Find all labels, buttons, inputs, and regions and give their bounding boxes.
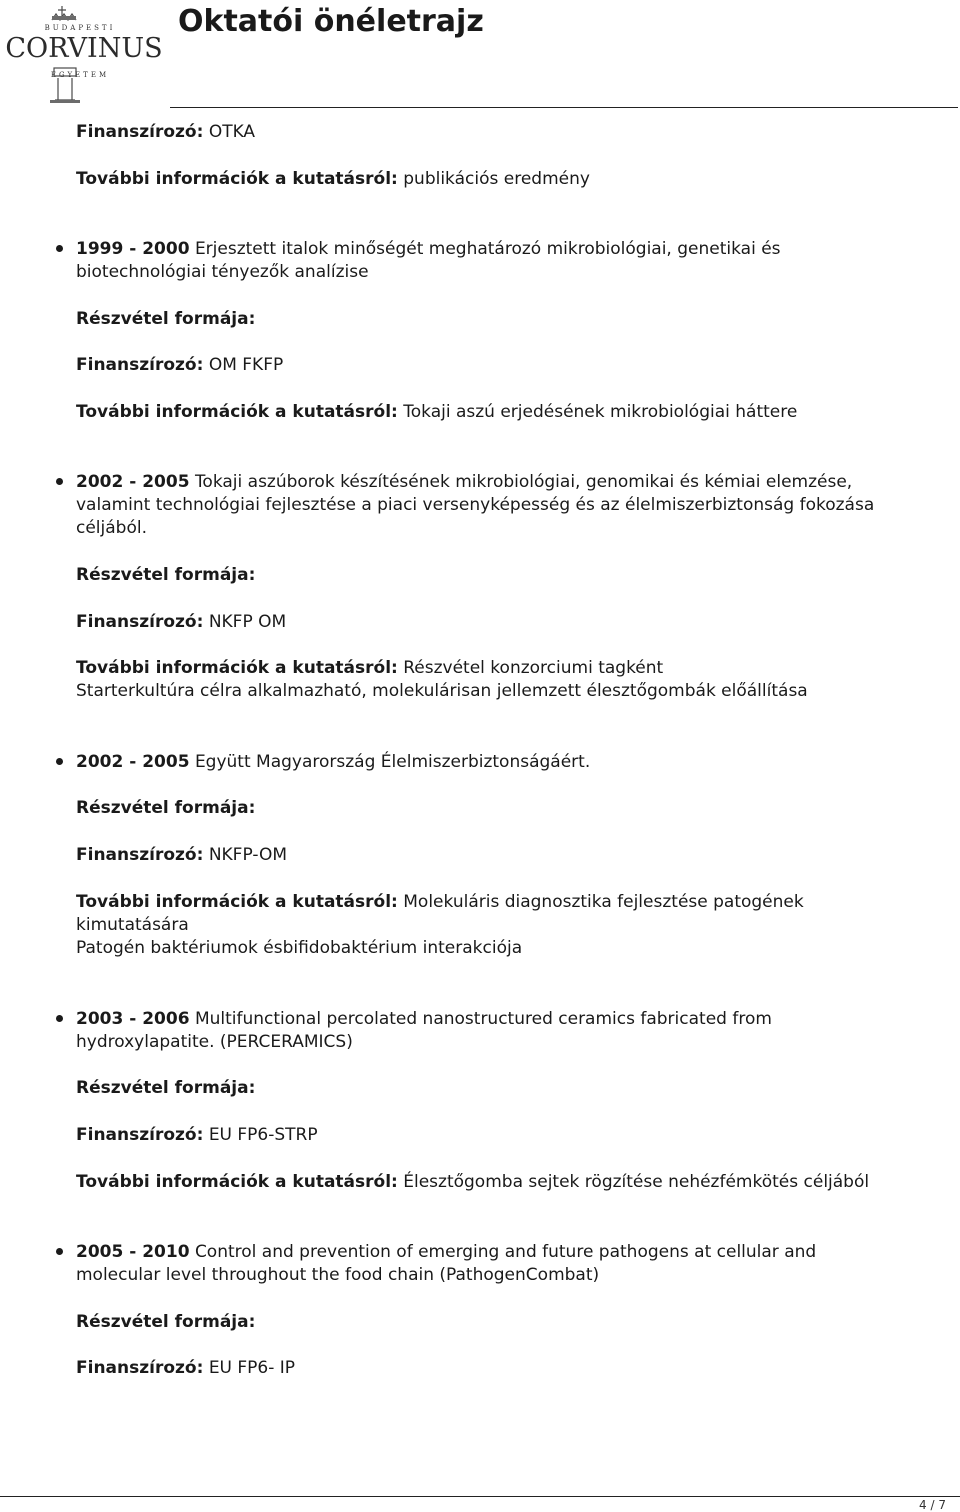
more-info-value: Részvétel konzorciumi tagként [403, 658, 664, 678]
project-title [76, 751, 956, 774]
funder-label: Finanszírozó: [76, 845, 204, 865]
funder-value: EU FP6-STRP [208, 1125, 318, 1145]
project-title-line: Tokaji aszúborok készítésének mikrobiológiai, genomikai és kémiai elemzése, [194, 472, 853, 492]
more-info-value: Molekuláris diagnosztika fejlesztése patogének [403, 892, 804, 912]
project-title-line: Multifunctional percolated nanostructured ceramics fabricated from [194, 1009, 772, 1029]
project-more-info [76, 401, 956, 424]
project-years: 2002 - 2005 [76, 472, 190, 492]
more-info-label: További információk a kutatásról: [76, 402, 398, 422]
project-title [76, 1241, 956, 1264]
intro-more-info [76, 168, 956, 191]
more-info-label: További információk a kutatásról: [76, 169, 398, 189]
project-title-line: Erjesztett italok minőségét meghatározó mikrobiológiai, genetikai és [194, 239, 781, 259]
project-title-line: Együtt Magyarország Élelmiszerbiztonságáért. [194, 752, 591, 772]
funder-label: Finanszírozó: [76, 1125, 204, 1145]
more-info-value: Élesztőgomba sejtek rögzítése nehézfémkötés céljából [403, 1172, 870, 1192]
funder-label: Finanszírozó: [76, 1358, 204, 1378]
logo-top-text: BUDAPESTI [44, 24, 116, 32]
project-funder [76, 1357, 956, 1380]
project-title-continued: hydroxylapatite. (PERCERAMICS) [76, 1032, 353, 1052]
funder-value: OTKA [208, 122, 256, 142]
logo-bottom-text: EGYETEM [50, 71, 110, 79]
participation-label: Részvétel formája: [76, 798, 256, 818]
participation-label: Részvétel formája: [76, 565, 256, 585]
header-divider [170, 107, 958, 108]
funder-value: OM FKFP [208, 355, 284, 375]
project-more-info [76, 1171, 956, 1194]
project-funder [76, 844, 956, 867]
project-title [76, 238, 956, 261]
funder-value: NKFP OM [208, 612, 287, 632]
project-title-continued: céljából. [76, 518, 147, 538]
participation-label: Részvétel formája: [76, 309, 256, 329]
page-number: 4 / 7 [919, 1498, 946, 1512]
project-title-continued: valamint technológiai fejlesztése a piaci versenyképesség és az élelmiszerbiztonság fokozása [76, 495, 875, 515]
more-info-label: További információk a kutatásról: [76, 658, 398, 678]
more-info-value: Tokaji aszú erjedésének mikrobiológiai háttere [403, 402, 798, 422]
bullet-icon [56, 1248, 63, 1255]
project-more-info [76, 657, 956, 680]
project-more-info [76, 891, 956, 914]
funder-label: Finanszírozó: [76, 612, 204, 632]
project-title [76, 471, 956, 494]
project-years: 2003 - 2006 [76, 1009, 190, 1029]
project-funder [76, 1124, 956, 1147]
project-title-continued: molecular level throughout the food chain (PathogenCombat) [76, 1265, 600, 1285]
intro-funder [76, 121, 956, 144]
logo-name: CORVINUS [5, 33, 163, 64]
project-years: 2002 - 2005 [76, 752, 190, 772]
project-funder [76, 611, 956, 634]
participation-label: Részvétel formája: [76, 1078, 256, 1098]
more-info-value: publikációs eredmény [403, 169, 590, 189]
project-title [76, 1008, 956, 1031]
funder-label: Finanszírozó: [76, 122, 204, 142]
more-info-continued: kimutatására [76, 915, 189, 935]
project-funder [76, 354, 956, 377]
participation-label: Részvétel formája: [76, 1312, 256, 1332]
project-title-line: Control and prevention of emerging and future pathogens at cellular and [194, 1242, 817, 1262]
project-title-continued: biotechnológiai tényezők analízise [76, 262, 369, 282]
footer-divider [0, 1496, 960, 1497]
bullet-icon [56, 478, 63, 485]
project-years: 2005 - 2010 [76, 1242, 190, 1262]
more-info-continued: Patogén baktériumok ésbifidobaktérium interakciója [76, 938, 523, 958]
bullet-icon [56, 245, 63, 252]
more-info-continued: Starterkultúra célra alkalmazható, molekulárisan jellemzett élesztőgombák előállítása [76, 681, 808, 701]
funder-value: NKFP-OM [208, 845, 287, 865]
more-info-label: További információk a kutatásról: [76, 892, 398, 912]
corvinus-logo [0, 0, 168, 108]
page-title: Oktatói önéletrajz [178, 4, 484, 39]
funder-value: EU FP6- IP [208, 1358, 296, 1378]
bullet-icon [56, 758, 63, 765]
funder-label: Finanszírozó: [76, 355, 204, 375]
more-info-label: További információk a kutatásról: [76, 1172, 398, 1192]
project-years: 1999 - 2000 [76, 239, 190, 259]
bullet-icon [56, 1015, 63, 1022]
